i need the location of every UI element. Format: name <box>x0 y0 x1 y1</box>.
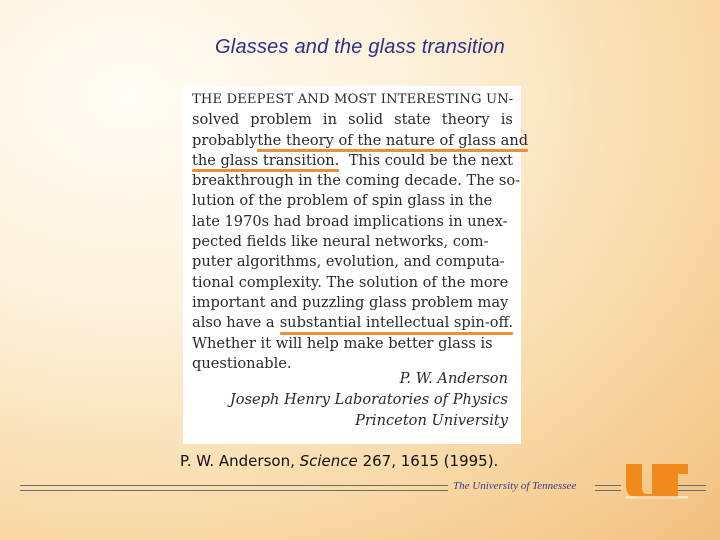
quote-word: solved <box>192 111 240 129</box>
footer-rule <box>20 485 448 486</box>
quote-text: late 1970s had broad implications in unex- <box>192 212 508 230</box>
quote-text: Whether it will help make better glass is <box>192 334 493 352</box>
quote-word: problem <box>250 111 312 129</box>
citation-journal: Science <box>299 452 358 470</box>
signature-university: Princeton University <box>355 412 508 429</box>
footer-rule <box>595 485 621 486</box>
quote-text: puter algorithms, evolution, and computa- <box>192 253 505 271</box>
quote-word: state <box>394 111 431 129</box>
ut-logo-mark <box>626 464 688 499</box>
quote-line <box>192 313 513 333</box>
citation-author: P. W. Anderson, <box>180 452 295 470</box>
underlined-phrase: the glass transition. <box>192 151 340 169</box>
quote-text: lution of the problem of spin glass in the <box>192 192 493 210</box>
signature-lab: Joseph Henry Laboratories of Physics <box>229 391 508 408</box>
ut-logo <box>622 458 692 502</box>
quote-line <box>192 131 529 151</box>
phrase-underline <box>257 149 528 152</box>
quote-line <box>192 151 513 171</box>
underlined-phrase: the theory of the nature of glass and <box>257 131 529 149</box>
quote-line <box>192 293 513 313</box>
quote-text: pected fields like neural networks, com- <box>192 233 489 251</box>
quote-text: THE DEEPEST AND MOST INTERESTING UN- <box>192 92 514 107</box>
quote-text: questionable. <box>192 354 292 372</box>
citation-volume: 267 <box>362 452 392 470</box>
quote-word: solid <box>348 111 384 129</box>
quote-line <box>192 191 513 211</box>
quote-line <box>192 252 513 272</box>
quote-text: tional complexity. The solution of the more <box>192 273 509 291</box>
signature-name: P. W. Anderson <box>399 370 508 387</box>
quote-text: This could be the next <box>348 151 513 169</box>
quote-text: important and puzzling glass problem may <box>192 293 509 311</box>
quote-line <box>192 110 513 130</box>
phrase-underline <box>280 332 513 335</box>
footer-university-name: The University of Tennessee <box>453 480 577 492</box>
quote-word: also have a <box>192 314 275 332</box>
footer-rule <box>20 490 448 491</box>
quote-line <box>192 90 513 110</box>
quote-line <box>192 232 513 252</box>
quote-line <box>192 273 513 293</box>
quote-line <box>192 171 521 191</box>
quote-word: is <box>500 111 513 129</box>
quote-line <box>192 334 513 354</box>
slide-title: Glasses and the glass transition <box>215 36 505 58</box>
quote-word: probably <box>192 131 258 149</box>
footer-rule <box>595 490 621 491</box>
quote-line <box>192 212 513 232</box>
quote-text: breakthrough in the coming decade. The so- <box>192 172 521 190</box>
citation-pages-year: , 1615 (1995). <box>391 452 499 470</box>
underlined-phrase: substantial intellectual spin-off. <box>279 314 513 332</box>
quote-word: theory <box>441 111 490 129</box>
citation <box>180 452 498 470</box>
phrase-underline <box>192 169 339 172</box>
quote-word: in <box>322 111 337 129</box>
quote-excerpt <box>183 86 529 444</box>
